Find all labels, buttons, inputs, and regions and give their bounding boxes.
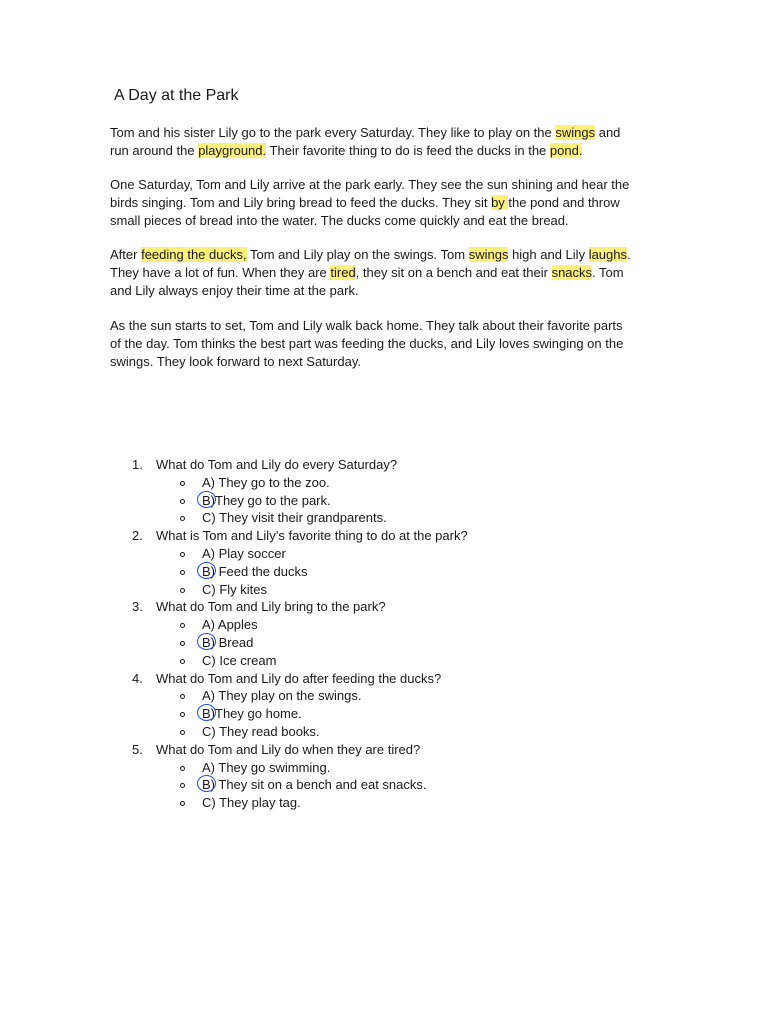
quiz-question <box>0 527 768 545</box>
circle-bullet-icon <box>180 783 185 788</box>
circle-bullet-icon <box>180 641 185 646</box>
answer-option <box>0 759 768 777</box>
question-number: 1. <box>132 457 143 472</box>
option-text <box>202 616 258 634</box>
question-text: What is Tom and Lily’s favorite thing to do at the park? <box>156 528 468 544</box>
option-label: They play on the swings. <box>215 688 362 704</box>
answer-option <box>0 776 768 794</box>
option-label: They go to the zoo. <box>215 474 330 490</box>
option-label: Feed the ducks <box>215 563 308 579</box>
paragraph-line <box>110 353 670 371</box>
highlighted-word: swings <box>468 247 509 262</box>
story-paragraph <box>110 124 670 160</box>
answer-option <box>0 509 768 527</box>
option-label: They read books. <box>215 723 320 739</box>
quiz-section <box>0 456 768 812</box>
handwritten-circle-icon <box>197 704 216 721</box>
option-letter: C) <box>202 795 216 811</box>
option-letter: A) <box>202 759 215 775</box>
option-letter: C) <box>202 723 216 739</box>
text-run: , they sit on a bench and eat their <box>355 264 552 280</box>
text-run: Tom and Lily play on the swings. Tom <box>246 247 469 262</box>
paragraph-line <box>110 335 670 353</box>
paragraph-line <box>110 282 670 300</box>
handwritten-circle-icon <box>197 562 216 579</box>
question-number: 4. <box>132 670 143 686</box>
circle-bullet-icon <box>180 623 185 628</box>
option-text <box>202 776 427 794</box>
question-text: What do Tom and Lily do every Saturday? <box>156 457 398 472</box>
answer-option <box>0 581 768 599</box>
option-text <box>202 652 276 670</box>
text-run: swings. They look forward to next Saturday. <box>110 353 361 369</box>
option-letter: A) <box>202 688 215 704</box>
handwritten-circle-icon <box>197 491 216 508</box>
question-text: What do Tom and Lily do after feeding the ducks? <box>156 670 442 686</box>
answer-option <box>0 705 768 723</box>
text-run: . <box>627 247 631 262</box>
option-label: They play tag. <box>215 795 301 811</box>
option-letter: B) <box>202 634 215 652</box>
option-text <box>202 581 267 599</box>
text-run: run around the <box>110 142 199 158</box>
circle-bullet-icon <box>180 801 185 806</box>
highlighted-word: playground. <box>198 142 267 158</box>
option-text <box>202 545 286 563</box>
quiz-question <box>0 741 768 759</box>
option-text <box>202 509 387 527</box>
circle-bullet-icon <box>180 766 185 771</box>
option-text <box>202 687 361 705</box>
quiz-question <box>0 598 768 616</box>
answer-option <box>0 492 768 510</box>
answer-option <box>0 563 768 581</box>
highlighted-word: tired <box>330 264 356 280</box>
option-label: They go swimming. <box>215 759 331 775</box>
option-letter: C) <box>202 510 216 526</box>
paragraph-line <box>110 176 670 194</box>
text-run: Their favorite thing to do is feed the ducks in the <box>266 142 550 158</box>
text-run: of the day. Tom thinks the best part was feeding the ducks, and Lily loves swinging on the <box>110 335 624 351</box>
option-letter: A) <box>202 474 215 490</box>
answer-option <box>0 634 768 652</box>
option-letter: B) <box>202 563 215 581</box>
option-text <box>202 723 320 741</box>
story-paragraph <box>110 176 670 229</box>
text-run: Tom and his sister Lily go to the park every Saturday. They like to play on the <box>110 125 556 140</box>
text-run: the pond and throw <box>508 194 620 210</box>
option-label: They go home. <box>215 706 302 722</box>
option-letter: B) <box>202 776 215 794</box>
quiz-question <box>0 670 768 688</box>
option-text <box>202 705 302 723</box>
quiz-question <box>0 456 768 474</box>
paragraph-line <box>110 246 670 264</box>
circle-bullet-icon <box>180 659 185 664</box>
question-text: What do Tom and Lily do when they are tired? <box>156 741 421 757</box>
answer-option <box>0 545 768 563</box>
paragraph-line <box>110 142 670 160</box>
handwritten-circle-icon <box>197 633 216 650</box>
highlighted-word: snacks <box>551 264 593 280</box>
answer-option <box>0 616 768 634</box>
option-letter: C) <box>202 652 216 668</box>
question-number: 2. <box>132 528 143 544</box>
option-label: Play soccer <box>215 545 286 561</box>
handwritten-circle-icon <box>197 775 216 792</box>
paragraph-line <box>110 264 670 282</box>
circle-bullet-icon <box>180 712 185 717</box>
answer-option <box>0 474 768 492</box>
question-number: 3. <box>132 599 143 615</box>
option-text <box>202 563 308 581</box>
option-label: Ice cream <box>215 652 277 668</box>
circle-bullet-icon <box>180 694 185 699</box>
text-run: small pieces of bread into the water. The ducks come quickly and eat the bread. <box>110 212 569 228</box>
circle-bullet-icon <box>180 570 185 575</box>
story-paragraph <box>110 246 670 299</box>
option-letter: B) <box>202 492 215 510</box>
answer-option <box>0 723 768 741</box>
option-label: They sit on a bench and eat snacks. <box>215 777 427 793</box>
highlighted-word: swings <box>555 125 596 140</box>
option-label: They visit their grandparents. <box>215 510 387 526</box>
question-text: What do Tom and Lily bring to the park? <box>156 599 386 615</box>
answer-option <box>0 652 768 670</box>
highlighted-word: pond. <box>549 142 583 158</box>
paragraph-line <box>110 212 670 230</box>
option-label: Apples <box>215 617 258 633</box>
circle-bullet-icon <box>180 499 185 504</box>
answer-option <box>0 687 768 705</box>
paragraph-line <box>110 317 670 335</box>
circle-bullet-icon <box>180 516 185 521</box>
option-text <box>202 794 301 812</box>
text-run: After <box>110 247 142 262</box>
question-number: 5. <box>132 741 143 757</box>
option-text <box>202 634 253 652</box>
highlighted-word: laughs <box>588 247 627 262</box>
option-text <box>202 474 330 492</box>
circle-bullet-icon <box>180 552 185 557</box>
text-run: high and Lily <box>508 247 589 262</box>
option-letter: A) <box>202 545 215 561</box>
option-label: They go to the park. <box>215 492 331 508</box>
document-title: A Day at the Park <box>114 87 239 104</box>
option-label: Bread <box>215 634 254 650</box>
text-run: As the sun starts to set, Tom and Lily walk back home. They talk about their favorite parts <box>110 318 623 333</box>
circle-bullet-icon <box>180 730 185 735</box>
option-label: Fly kites <box>215 581 268 597</box>
paragraph-line <box>110 124 670 142</box>
paragraph-line <box>110 194 670 212</box>
option-letter: A) <box>202 617 215 633</box>
text-run: They have a lot of fun. When they are <box>110 264 331 280</box>
story-paragraph <box>110 317 670 370</box>
option-text <box>202 492 331 510</box>
answer-option <box>0 794 768 812</box>
option-text <box>202 759 330 777</box>
highlighted-word: by <box>491 194 509 210</box>
text-run: One Saturday, Tom and Lily arrive at the park early. They see the sun shining and hear the <box>110 177 630 192</box>
text-run: birds singing. Tom and Lily bring bread to feed the ducks. They sit <box>110 194 492 210</box>
option-letter: C) <box>202 581 216 597</box>
text-run: . Tom <box>592 264 624 280</box>
option-letter: B) <box>202 705 215 723</box>
text-run: and <box>595 125 621 140</box>
circle-bullet-icon <box>180 481 185 486</box>
circle-bullet-icon <box>180 588 185 593</box>
text-run: and Lily always enjoy their time at the park. <box>110 282 359 298</box>
highlighted-word: feeding the ducks, <box>141 247 247 262</box>
